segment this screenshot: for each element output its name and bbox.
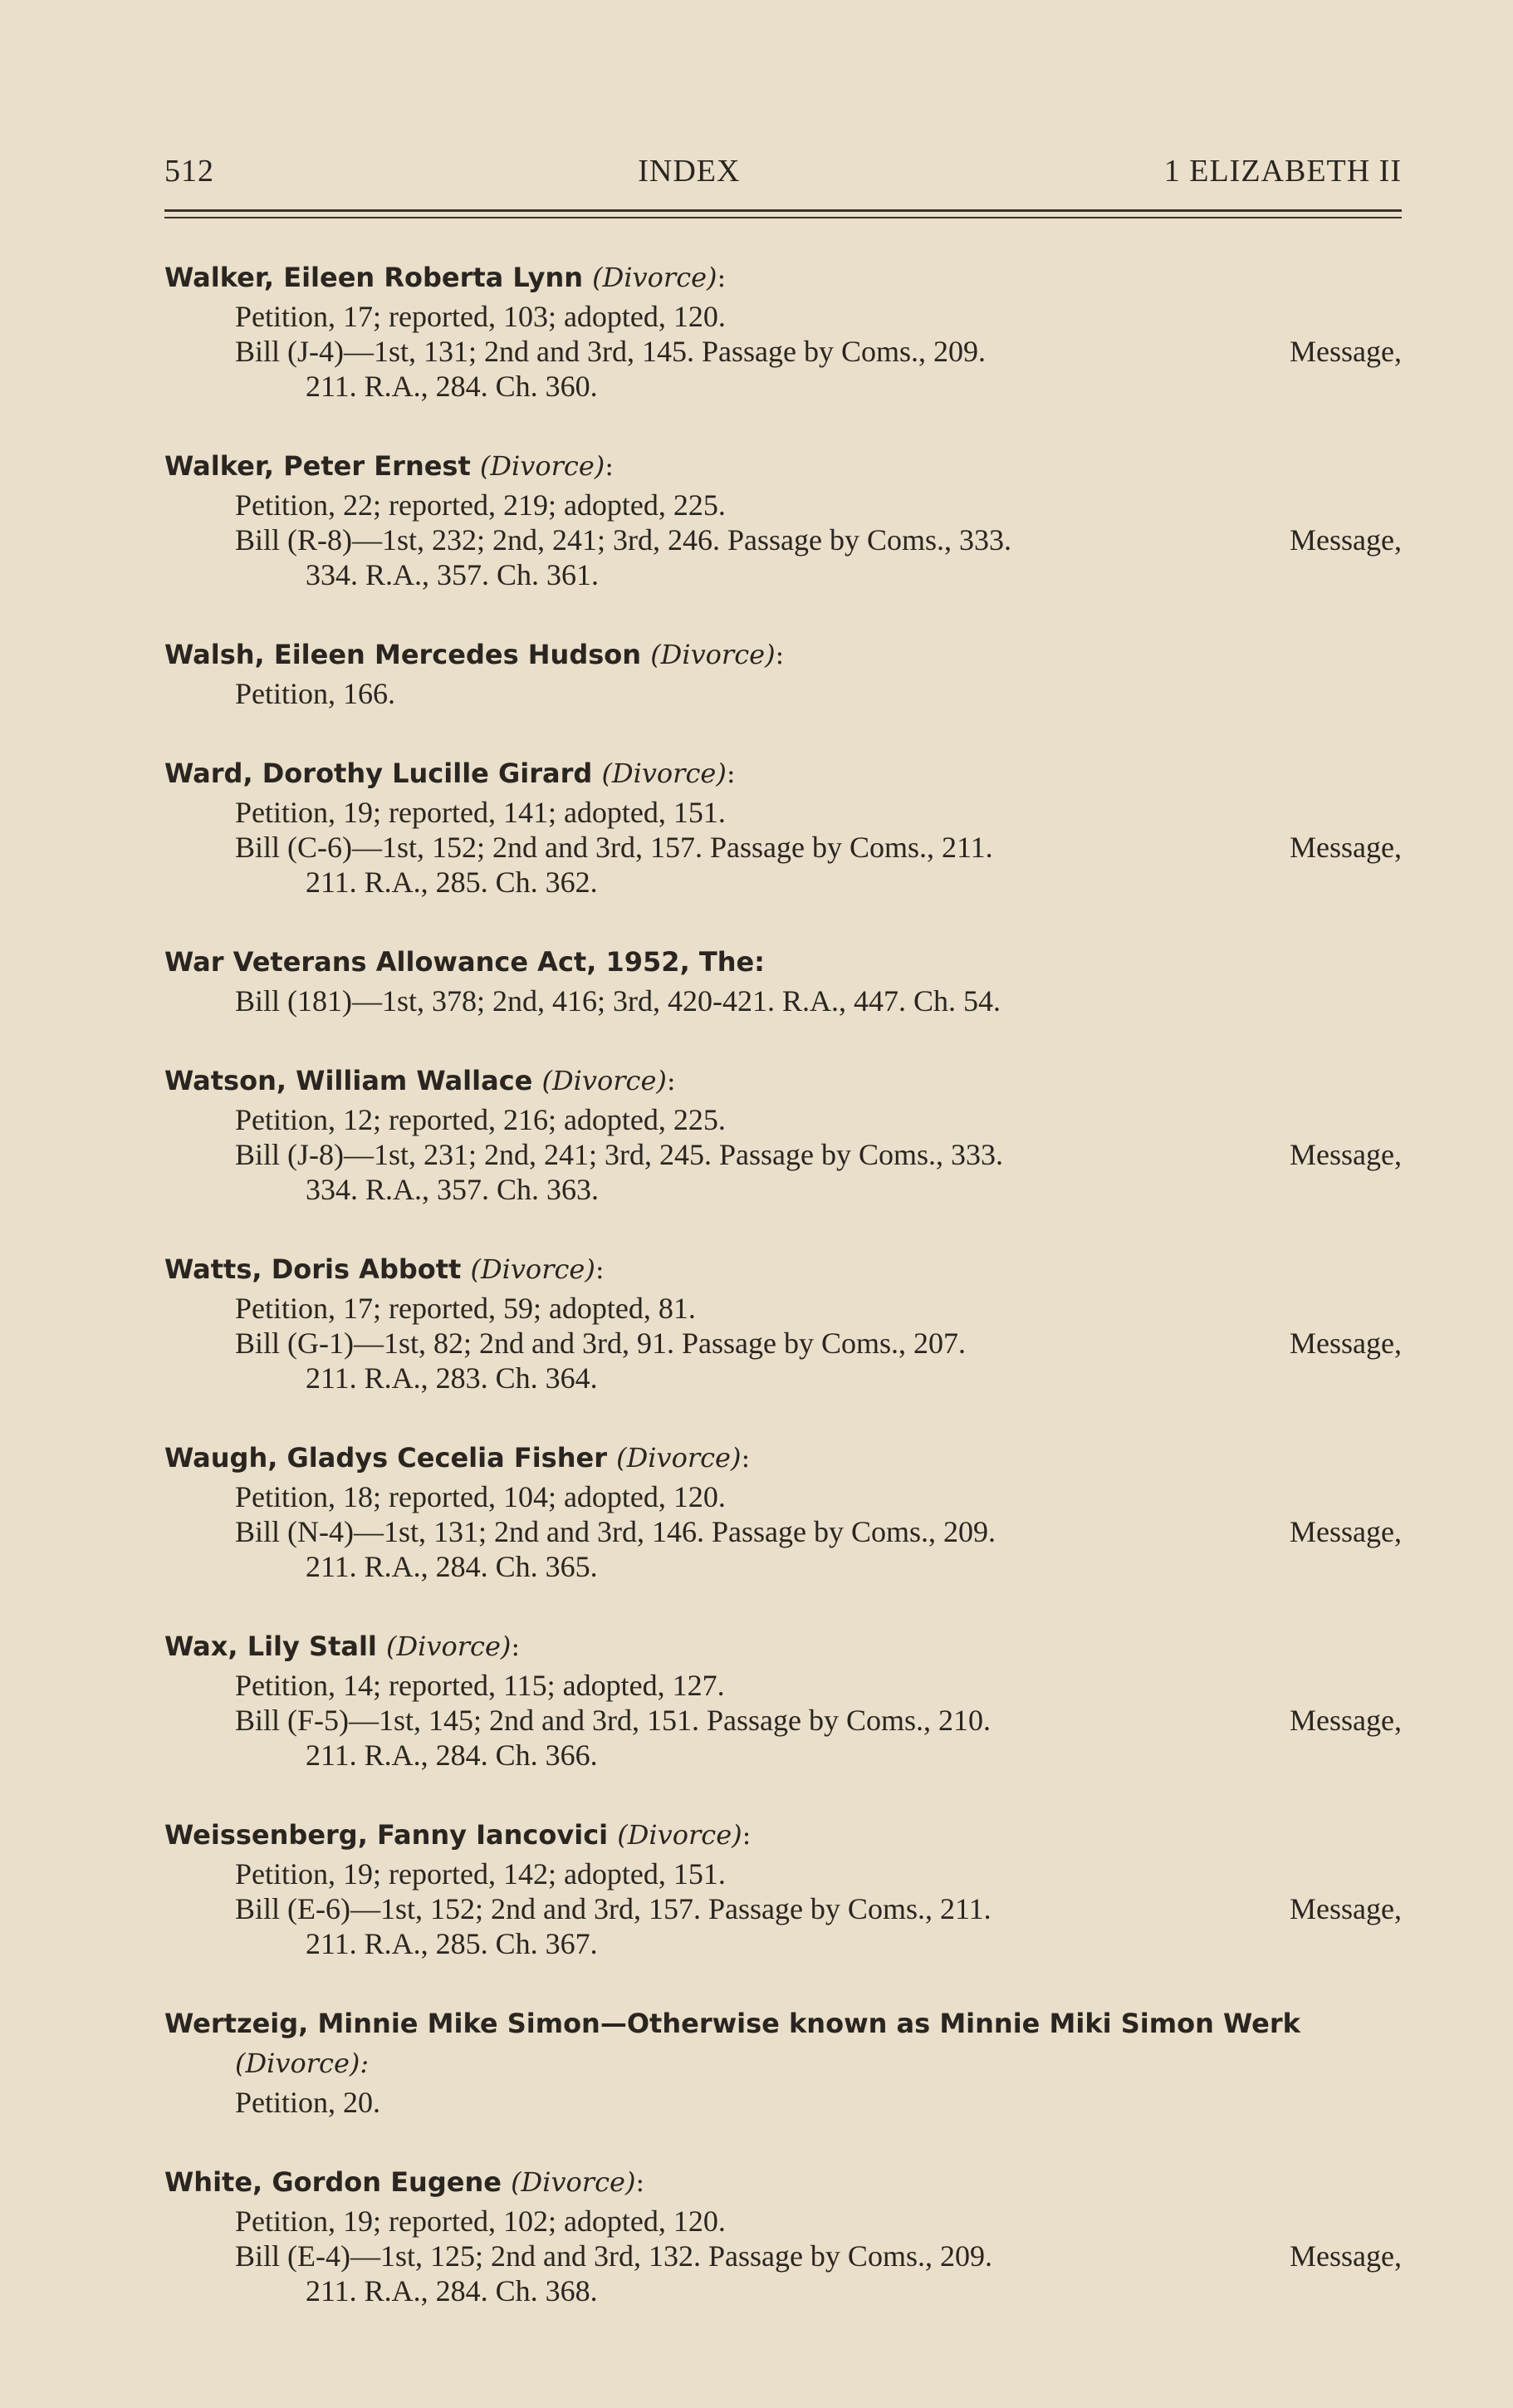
entry-name: Watts, Doris Abbott <box>164 1253 462 1285</box>
entry-qualifier: (Divorce): <box>235 2048 370 2079</box>
entry-heading: Ward, Dorothy Lucille Girard (Divorce): <box>164 758 736 789</box>
entry-name: Weissenberg, Fanny Iancovici <box>164 1819 609 1851</box>
petition-line: Petition, 19; reported, 102; adopted, 120. <box>235 2204 726 2238</box>
petition-line: Petition, 19; reported, 141; adopted, 151. <box>235 796 726 829</box>
index-entry <box>164 1439 1406 1584</box>
entry-name: Walker, Eileen Roberta Lynn <box>164 262 584 293</box>
petition-line: Petition, 12; reported, 216; adopted, 225. <box>235 1103 726 1136</box>
petition-line: Petition, 19; reported, 142; adopted, 151. <box>235 1857 726 1891</box>
header-rule-thin <box>164 217 1402 218</box>
entry-heading: Weissenberg, Fanny Iancovici (Divorce): <box>164 1819 752 1851</box>
entry-heading: Walker, Peter Ernest (Divorce): <box>164 450 615 482</box>
bill-line <box>164 1514 1406 1549</box>
bill-line <box>164 334 1406 369</box>
index-entry <box>164 2164 1406 2308</box>
page-number: 512 <box>164 154 214 189</box>
petition-line: Petition, 20. <box>235 2086 381 2119</box>
bill-text: Bill (J-8)—1st, 231; 2nd, 241; 3rd, 245. Passage by Coms., 333. <box>235 1138 1003 1171</box>
bill-line <box>164 522 1406 557</box>
index-entry <box>164 636 1406 711</box>
bill-line <box>164 2239 1406 2273</box>
petition-line: Petition, 14; reported, 115; adopted, 127. <box>235 1669 725 1702</box>
bill-continuation: 211. R.A., 284. Ch. 366. <box>306 1739 598 1772</box>
index-entry <box>164 1062 1406 1207</box>
index-entry <box>164 1817 1406 1961</box>
entry-qualifier: (Divorce) <box>386 1631 512 1662</box>
page-title: INDEX <box>638 154 741 189</box>
entry-qualifier: (Divorce) <box>479 450 605 482</box>
entry-heading: Watson, William Wallace (Divorce): <box>164 1065 676 1096</box>
entry-qualifier: (Divorce) <box>650 639 776 670</box>
bill-continuation: 334. R.A., 357. Ch. 363. <box>306 1173 600 1206</box>
index-entry <box>164 448 1406 592</box>
bill-continuation: 211. R.A., 284. Ch. 368. <box>306 2274 598 2307</box>
bill-continuation: 211. R.A., 283. Ch. 364. <box>306 1361 598 1395</box>
entry-qualifier: (Divorce) <box>541 1065 667 1096</box>
entry-heading: Wax, Lily Stall (Divorce): <box>164 1631 521 1662</box>
entry-qualifier: (Divorce) <box>617 1819 742 1851</box>
bill-message: Message, <box>1290 1327 1402 1360</box>
entry-name: Wax, Lily Stall <box>164 1631 377 1662</box>
bill-line <box>164 1891 1406 1926</box>
entry-name: Watson, William Wallace <box>164 1065 533 1096</box>
bill-message: Message, <box>1290 1892 1402 1925</box>
entry-heading: Wertzeig, Minnie Mike Simon—Otherwise known as Minnie Miki Simon Werk <box>164 2008 1300 2039</box>
entry-qualifier: (Divorce) <box>616 1442 742 1474</box>
page-header <box>164 153 1402 189</box>
bill-text: Bill (G-1)—1st, 82; 2nd and 3rd, 91. Passage by Coms., 207. <box>235 1327 966 1360</box>
entry-heading: Waugh, Gladys Cecelia Fisher (Divorce): <box>164 1442 751 1474</box>
entry-name: Waugh, Gladys Cecelia Fisher <box>164 1442 607 1474</box>
entry-heading: Watts, Doris Abbott (Divorce): <box>164 1253 605 1285</box>
entry-qualifier: (Divorce) <box>592 262 717 293</box>
bill-continuation: 211. R.A., 284. Ch. 365. <box>306 1550 598 1583</box>
entry-qualifier: (Divorce) <box>601 758 727 789</box>
bill-line <box>164 830 1406 865</box>
petition-line: Petition, 17; reported, 59; adopted, 81. <box>235 1292 696 1325</box>
entry-name: Walsh, Eileen Mercedes Hudson <box>164 639 642 670</box>
entry-name: White, Gordon Eugene <box>164 2166 502 2198</box>
bill-message: Message, <box>1290 2239 1402 2273</box>
bill-text: Bill (R-8)—1st, 232; 2nd, 241; 3rd, 246. Passage by Coms., 333. <box>235 523 1011 557</box>
bill-message: Message, <box>1290 523 1402 557</box>
entry-heading: Walsh, Eileen Mercedes Hudson (Divorce): <box>164 639 785 670</box>
bill-text: Bill (E-4)—1st, 125; 2nd and 3rd, 132. Passage by Coms., 209. <box>235 2239 992 2273</box>
index-entry <box>164 259 1406 404</box>
index-entry <box>164 1251 1406 1395</box>
bill-text: Bill (J-4)—1st, 131; 2nd and 3rd, 145. Passage by Coms., 209. <box>235 335 986 368</box>
entry-heading: White, Gordon Eugene (Divorce): <box>164 2166 645 2198</box>
entry-heading: War Veterans Allowance Act, 1952, The: <box>164 946 765 978</box>
bill-text: Bill (F-5)—1st, 145; 2nd and 3rd, 151. Passage by Coms., 210. <box>235 1704 991 1737</box>
bill-continuation: 211. R.A., 285. Ch. 367. <box>306 1927 598 1960</box>
bill-text: Bill (N-4)—1st, 131; 2nd and 3rd, 146. Passage by Coms., 209. <box>235 1515 996 1548</box>
index-entry <box>164 1628 1406 1773</box>
index-entry <box>164 755 1406 900</box>
bill-line <box>164 1703 1406 1738</box>
entry-heading: Walker, Eileen Roberta Lynn (Divorce): <box>164 262 727 293</box>
entry-name: Walker, Peter Ernest <box>164 450 471 482</box>
bill-line <box>164 1326 1406 1361</box>
bill-text: Bill (E-6)—1st, 152; 2nd and 3rd, 157. Passage by Coms., 211. <box>235 1892 992 1925</box>
entry-name: Ward, Dorothy Lucille Girard <box>164 758 593 789</box>
index-entries <box>164 259 1406 2352</box>
index-entry <box>164 2005 1406 2120</box>
header-rule <box>164 209 1402 212</box>
petition-line: Petition, 18; reported, 104; adopted, 120. <box>235 1480 726 1513</box>
bill-continuation: 334. R.A., 357. Ch. 361. <box>306 558 600 591</box>
entry-qualifier: (Divorce) <box>511 2166 636 2198</box>
bill-line <box>164 1137 1406 1172</box>
bill-message: Message, <box>1290 1138 1402 1171</box>
bill-message: Message, <box>1290 1515 1402 1548</box>
index-entry <box>164 944 1406 1018</box>
petition-line: Petition, 17; reported, 103; adopted, 120. <box>235 300 726 333</box>
bill-line: Bill (181)—1st, 378; 2nd, 416; 3rd, 420-421. R.A., 447. Ch. 54. <box>235 984 1001 1018</box>
volume-label: 1 ELIZABETH II <box>1163 154 1402 189</box>
bill-text: Bill (C-6)—1st, 152; 2nd and 3rd, 157. Passage by Coms., 211. <box>235 831 993 864</box>
petition-line: Petition, 166. <box>235 677 396 710</box>
entry-qualifier: (Divorce) <box>470 1253 595 1285</box>
petition-line: Petition, 22; reported, 219; adopted, 225. <box>235 488 726 522</box>
bill-message: Message, <box>1290 1704 1402 1737</box>
bill-message: Message, <box>1290 335 1402 368</box>
bill-continuation: 211. R.A., 285. Ch. 362. <box>306 866 598 899</box>
bill-message: Message, <box>1290 831 1402 864</box>
bill-continuation: 211. R.A., 284. Ch. 360. <box>306 370 598 403</box>
